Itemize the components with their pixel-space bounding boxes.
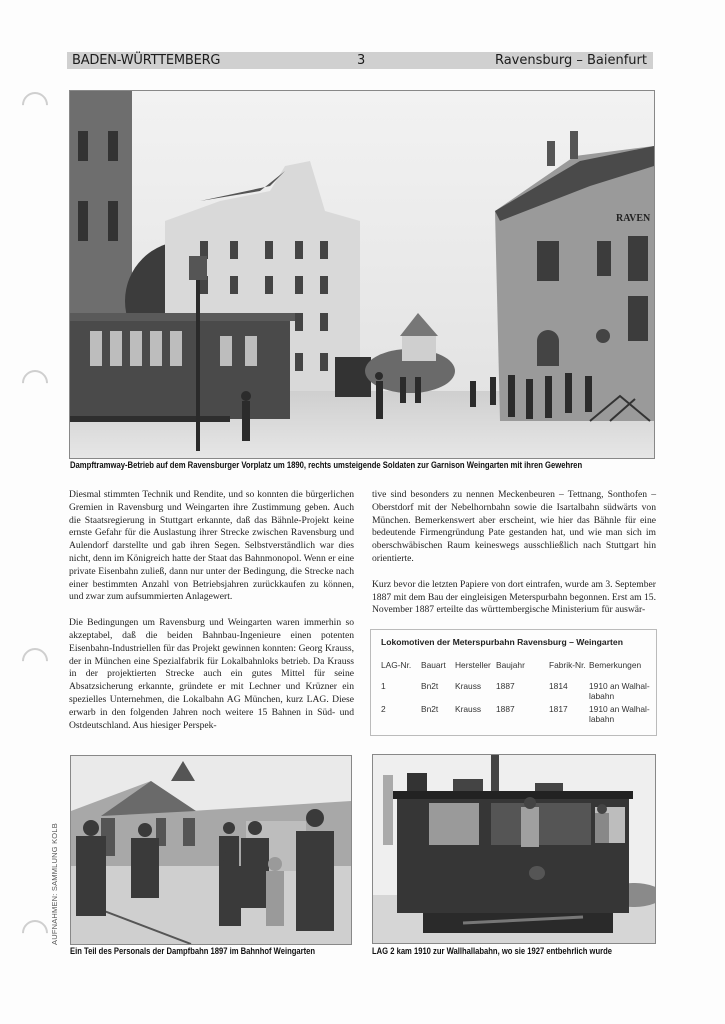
table-header-cell: Fabrik-Nr. (549, 660, 586, 670)
table-cell: 1887 (496, 681, 515, 691)
running-header (67, 52, 653, 69)
table-cell: 2 (381, 704, 386, 714)
article-column-right (372, 489, 656, 630)
table-cell: labahn (589, 714, 615, 724)
table-cell: Krauss (455, 681, 482, 691)
table-cell: Krauss (455, 704, 482, 714)
table-cell: 1887 (496, 704, 515, 714)
table-cell: 1910 an Walhal- (589, 704, 650, 714)
header-region: BADEN-WÜRTTEMBERG (72, 53, 221, 68)
article-paragraph: Kurz bevor die letzten Papiere von dort eintrafen, wurde am 3. September 1887 mit dem Bau der eingleisigen Meterspurbahn begonnen. Erst am 15. November 1887 erteilte das württembergische Ministerium für auswär- (372, 578, 656, 616)
header-section: Ravensburg – Baienfurt (494, 53, 647, 68)
table-cell: 1817 (549, 704, 568, 714)
locomotive-table (370, 629, 657, 736)
table-header-cell: Bauart (421, 660, 446, 670)
punch-hole-mark (17, 365, 54, 402)
table-cell: 1 (381, 681, 386, 691)
table-cell: Bn2t (421, 681, 439, 691)
table-header-cell: Bemerkungen (589, 660, 642, 670)
main-photo-caption: Dampftramway-Betrieb auf dem Ravensburger Vorplatz um 1890, rechts umsteigende Soldaten zur Garnison Weingarten mit ihren Gewehren (70, 460, 583, 470)
photo-credit: AUFNAHMEN: SAMMLUNG KOLB (50, 823, 59, 945)
station-sign-text: RAVEN (616, 213, 651, 224)
table-cell: Bn2t (421, 704, 439, 714)
table-header-cell: Hersteller (455, 660, 491, 670)
table-cell: 1814 (549, 681, 568, 691)
main-photo-tram-square (69, 90, 655, 459)
article-paragraph: tive sind besonders zu nennen Meckenbeuren – Tettnang, Sonthofen – Oberstdorf mit der Nebelhornbahn sowie die Isartalbahn südwärts von München. Bemerkenswert aber erscheint, wie hier das Bähnle für eine bedeutende Firmengründung Pate gestanden hat, und wie man sich im oberschwäbischen Raum keineswegs ausschließlich nach Stuttgart hin orientierte. (372, 489, 656, 564)
punch-hole-mark (17, 87, 54, 124)
table-header-cell: LAG-Nr. (381, 660, 412, 670)
staff-photo-weingarten (70, 755, 352, 945)
locomotive-photo-caption: LAG 2 kam 1910 zur Wallhallabahn, wo sie 1927 entbehrlich wurde (372, 946, 613, 956)
punch-hole-mark (17, 915, 54, 952)
table-title: Lokomotiven der Meterspurbahn Ravensburg – Weingarten (381, 637, 623, 647)
article-column-left (69, 489, 354, 745)
punch-hole-mark (17, 643, 54, 680)
article-paragraph: Die Bedingungen um Ravensburg und Weingarten waren immerhin so akzeptabel, daß die beiden Bahnbau-Ingenieure einen potenten Eisenbahn-Industriellen für das Projekt gewinnen konnten: Georg Krauss, der in München eine Spezialfabrik für Lokalbahnloks betrieb. Da Krauss in der projektierten Strecke auch ein gutes Mittel für seine Absatzsicherung erkannte, gründete er mit Lechner und Krüzner ein spezielles Unternehmen, die Lokalbahn AG München, kurz LAG. Diese erwarb in den folgenden Jahren noch weitere 15 Bahnen in Süd- und Ostdeutschland. Aus hiesiger Perspek- (69, 617, 354, 731)
locomotive-photo-lag2 (372, 754, 656, 944)
table-cell: 1910 an Walhal- (589, 681, 650, 691)
staff-photo-caption: Ein Teil des Personals der Dampfbahn 1897 im Bahnhof Weingarten (70, 946, 316, 956)
table-header-cell: Baujahr (496, 660, 525, 670)
page-number: 3 (357, 53, 366, 68)
table-cell: labahn (589, 691, 615, 701)
article-paragraph: Diesmal stimmten Technik und Rendite, und so konnten die bürgerlichen Gremien in Ravensburg und Weingarten ihre Zustimmung geben. Auch die Staatsregierung in Stuttgart erkannte, daß das Bähnle-Projekt keine ernste Gefahr für die Auslastung ihrer Strecke zwischen Ravensburg und Aulendorf darstellte und gab ihren Segen. Selbstverständlich war dies nicht, denn im Königreich hatte der Staat das Bahnmonopol. Wenn er eine private Eisenbahn zuließ, dann nur unter der Bedingung, die Strecke nach einer bestimmten Anzahl von Betriebsjahren zurückkaufen zu können, und zwar zum aufsummierten Anlagewert. (69, 489, 354, 603)
